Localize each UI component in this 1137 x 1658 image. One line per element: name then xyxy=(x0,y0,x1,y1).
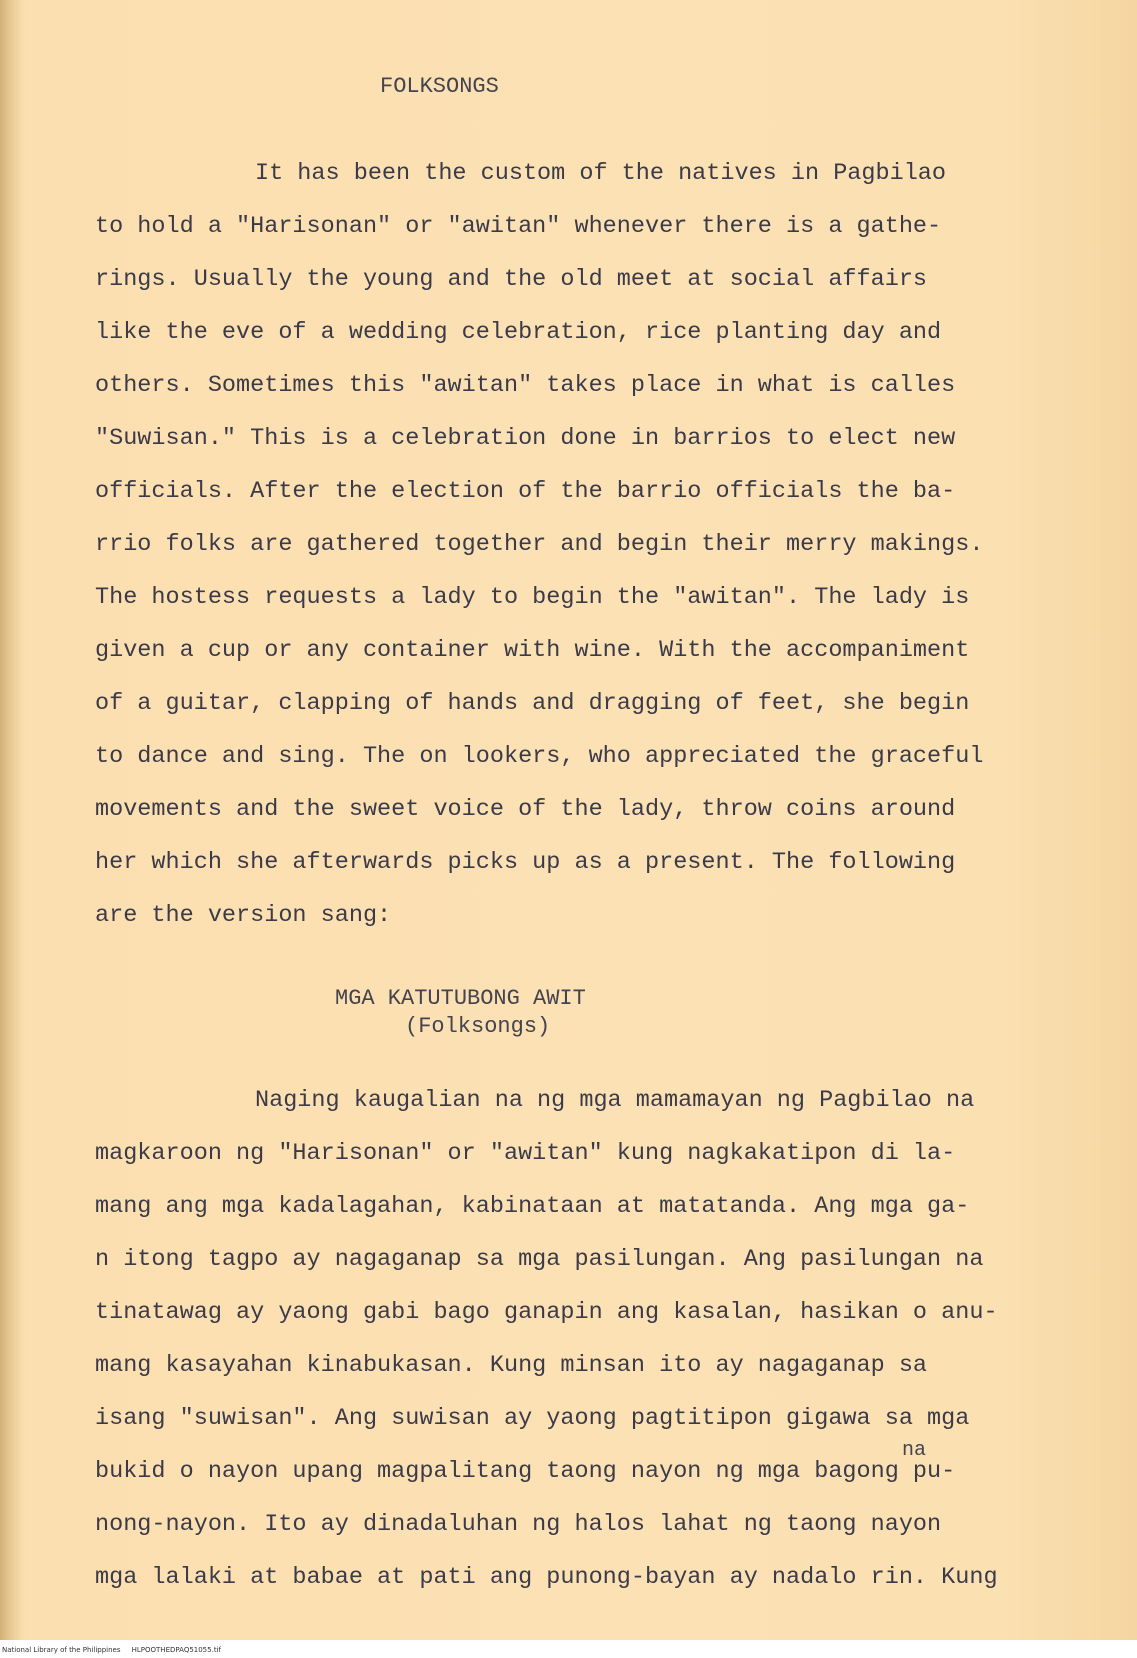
text-line: n itong tagpo ay nagaganap sa mga pasilungan. Ang pasilungan na xyxy=(95,1246,984,1273)
inserted-word: na xyxy=(902,1439,927,1462)
text-line: mang ang mga kadalagahan, kabinataan at matatanda. Ang mga ga- xyxy=(95,1193,970,1220)
text-line: rrio folks are gathered together and begin their merry makings. xyxy=(95,531,984,558)
text-line: her which she afterwards picks up as a present. The following xyxy=(95,849,956,876)
text-line: nong-nayon. Ito ay dinadaluhan ng halos lahat ng taong nayon xyxy=(95,1511,942,1538)
text-line: isang "suwisan". Ang suwisan ay yaong pagtitipon gigawa sa mga xyxy=(95,1405,970,1432)
paragraph-english xyxy=(95,147,1125,942)
text-line: "Suwisan." This is a celebration done in barrios to elect new xyxy=(95,425,956,452)
text-line: of a guitar, clapping of hands and dragging of feet, she begin xyxy=(95,690,970,717)
text-line: bukid o nayon upang magpalitang taong nayon ng mga bagong pu- xyxy=(95,1458,956,1485)
subheading-tagalog: MGA KATUTUBONG AWIT xyxy=(335,986,586,1011)
text-line: magkaroon ng "Harisonan" or "awitan" kung nagkakatipon di la- xyxy=(95,1140,956,1167)
subheading-english: (Folksongs) xyxy=(405,1014,551,1039)
text-line: mga lalaki at babae at pati ang punong-bayan ay nadalo rin. Kung xyxy=(95,1564,998,1591)
text-line: are the version sang: xyxy=(95,902,392,929)
text-line: Naging kaugalian na ng mga mamamayan ng Pagbilao na xyxy=(255,1087,975,1114)
text-line: to dance and sing. The on lookers, who appreciated the graceful xyxy=(95,743,984,770)
document-title: FOLKSONGS xyxy=(380,74,499,99)
text-line: given a cup or any container with wine. With the accompaniment xyxy=(95,637,970,664)
paragraph-tagalog xyxy=(95,1074,1125,1604)
page-fold-shadow xyxy=(0,0,22,1640)
footer-caption: National Library of the Philippines HLPOOTHEDPAQ51055.tif xyxy=(2,1646,221,1654)
text-line: The hostess requests a lady to begin the "awitan". The lady is xyxy=(95,584,970,611)
text-line: movements and the sweet voice of the lady, throw coins around xyxy=(95,796,956,823)
text-line: officials. After the election of the barrio officials the ba- xyxy=(95,478,956,505)
text-line: tinatawag ay yaong gabi bago ganapin ang kasalan, hasikan o anu- xyxy=(95,1299,998,1326)
text-line: mang kasayahan kinabukasan. Kung minsan ito ay nagaganap sa xyxy=(95,1352,928,1379)
text-line: like the eve of a wedding celebration, rice planting day and xyxy=(95,319,942,346)
text-line: to hold a "Harisonan" or "awitan" whenever there is a gathe- xyxy=(95,213,942,240)
text-line: It has been the custom of the natives in Pagbilao xyxy=(255,160,947,187)
text-line: rings. Usually the young and the old meet at social affairs xyxy=(95,266,928,293)
text-line: others. Sometimes this "awitan" takes place in what is calles xyxy=(95,372,956,399)
